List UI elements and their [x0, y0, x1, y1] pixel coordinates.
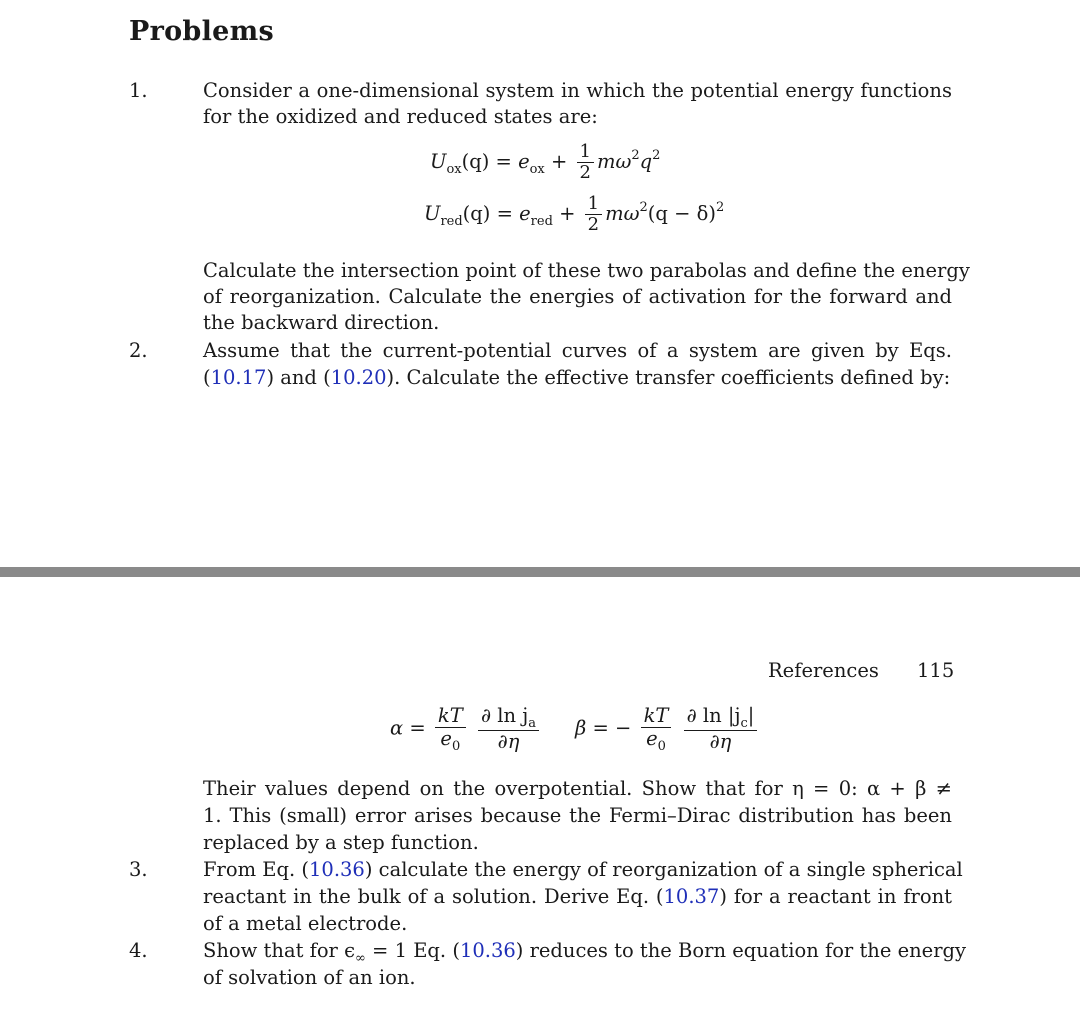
page-title: Problems — [129, 16, 275, 47]
equation-u-red: $U_{red}(q) = e_{red}$ + $\frac{1}{2}$ $m\omega^2(q - \delta)^2$ — [424, 193, 725, 235]
problem-2-line-1: Assume that the current-potential curves of a system are given by Eqs. — [203, 339, 952, 362]
problem-1-line-1: Consider a one-dimensional system in which the potential energy functions — [203, 79, 952, 102]
problem-3-line-1: From Eq. (10.36) calculate the energy of reorganization of a single spherical — [203, 858, 963, 881]
problem-3-line-3: of a metal electrode. — [203, 912, 408, 935]
problem-3-number: 3. — [129, 858, 148, 881]
fraction-dln-jc: $\frac{\partial \ln |j_c|}{\partial\eta}$ — [684, 705, 758, 753]
problem-2-number: 2. — [129, 339, 148, 362]
problem-1-line-2: for the oxidized and reduced states are: — [203, 105, 598, 128]
problem-3-line-2: reactant in the bulk of a solution. Derive Eq. (10.37) for a reactant in front — [203, 885, 952, 908]
problem-1-para-line-3: the backward direction. — [203, 311, 440, 334]
page-number: 115 — [917, 659, 955, 682]
equation-u-ox: $U_{ox}(q) = e_{ox}$ + $\frac{1}{2}$ $m\omega^2q^2$ — [430, 141, 661, 183]
fraction-kt-e0: $\frac{kT}{e_0}$ — [641, 705, 672, 753]
problem-2-line-2: (10.17) and (10.20). Calculate the effective transfer coefficients defined by: — [203, 366, 951, 389]
eq-ref-10-36[interactable]: 10.36 — [459, 939, 516, 962]
problem-4-line-1: Show that for $\epsilon_\infty = 1$ Eq. (10.36) reduces to the Born equation for the energy — [203, 939, 967, 966]
problem-4-line-2: of solvation of an ion. — [203, 966, 416, 989]
eq-ref-10-37[interactable]: 10.37 — [663, 885, 720, 908]
problem-2-cont-line-2: 1. This (small) error arises because the Fermi–Dirac distribution has been — [203, 804, 952, 827]
fraction-one-half: $\frac{1}{2}$ — [577, 142, 594, 183]
equation-beta: β = − $\frac{kT}{e_0}$ $\frac{\partial \ln |j_c|}{\partial\eta}$ — [575, 705, 760, 753]
equation-alpha: α = $\frac{kT}{e_0}$ $\frac{\partial \ln j_a}{\partial\eta}$ — [390, 705, 542, 753]
problem-1-para-line-2: of reorganization. Calculate the energies of activation for the forward and — [203, 285, 952, 308]
problem-2-cont-line-1: Their values depend on the overpotential. Show that for η = 0: α + β ≠ — [203, 777, 952, 800]
page-divider — [0, 567, 1080, 577]
fraction-kt-e0: $\frac{kT}{e_0}$ — [435, 705, 466, 753]
problem-4-number: 4. — [129, 939, 148, 962]
problem-1-number: 1. — [129, 79, 148, 102]
problem-2-cont-line-3: replaced by a step function. — [203, 831, 479, 854]
eq-ref-10-17[interactable]: 10.17 — [210, 366, 267, 389]
problem-1-para-line-1: Calculate the intersection point of these two parabolas and define the energy — [203, 259, 970, 282]
fraction-dln-ja: $\frac{\partial \ln j_a}{\partial\eta}$ — [478, 705, 539, 753]
running-head: References — [768, 659, 879, 682]
fraction-one-half: $\frac{1}{2}$ — [585, 194, 602, 235]
eq-ref-10-36[interactable]: 10.36 — [309, 858, 365, 881]
eq-ref-10-20[interactable]: 10.20 — [330, 366, 387, 389]
